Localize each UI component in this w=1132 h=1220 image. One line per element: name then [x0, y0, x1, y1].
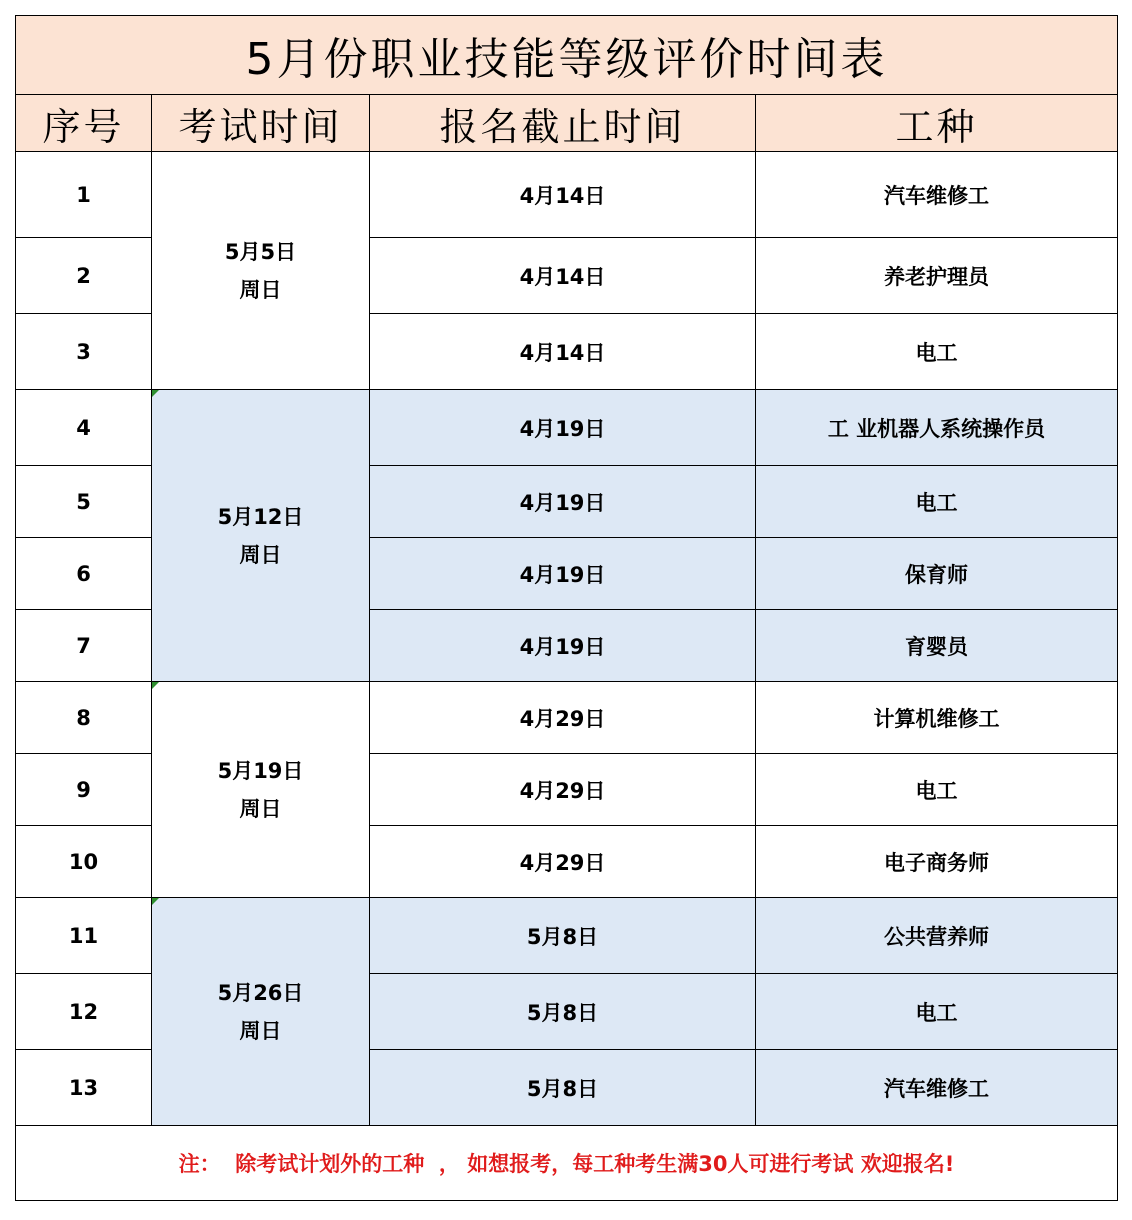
exam-date: 5月26日 [217, 980, 304, 1005]
exam-weekday: 周日 [239, 1018, 282, 1043]
row-job: 汽车维修工 [756, 152, 1118, 238]
exam-weekday: 周日 [239, 277, 282, 302]
note-row [16, 1126, 1118, 1201]
row-deadline: 4月19日 [370, 390, 756, 466]
note-text: 注： 除考试计划外的工种 ， 如想报考，每工种考生满30人可进行考试 欢迎报名! [178, 1152, 955, 1176]
exam-date: 5月5日 [224, 239, 297, 264]
table-row [16, 152, 1118, 238]
row-deadline: 4月29日 [370, 682, 756, 754]
schedule-table [15, 15, 1118, 1201]
exam-weekday: 周日 [239, 796, 282, 821]
page-title: 5月份职业技能等级评价时间表 [16, 16, 1118, 95]
table-row [16, 898, 1118, 974]
row-seq: 10 [16, 826, 152, 898]
row-deadline: 5月8日 [370, 1050, 756, 1126]
row-job: 电工 [756, 466, 1118, 538]
row-job: 汽车维修工 [756, 1050, 1118, 1126]
exam-date-group [152, 390, 370, 682]
row-deadline: 4月19日 [370, 610, 756, 682]
cell-comment-marker-icon [152, 682, 159, 689]
title-row [16, 16, 1118, 95]
cell-comment-marker-icon [152, 390, 159, 397]
row-job: 电工 [756, 314, 1118, 390]
row-deadline: 4月14日 [370, 238, 756, 314]
row-job: 计算机维修工 [756, 682, 1118, 754]
row-deadline: 4月19日 [370, 466, 756, 538]
row-job: 保育师 [756, 538, 1118, 610]
row-deadline: 4月29日 [370, 826, 756, 898]
header-exam-time: 考试时间 [152, 95, 370, 152]
table-row [16, 390, 1118, 466]
row-job: 电子商务师 [756, 826, 1118, 898]
row-seq: 8 [16, 682, 152, 754]
row-deadline: 4月14日 [370, 152, 756, 238]
footer-note [16, 1126, 1118, 1201]
row-seq: 9 [16, 754, 152, 826]
header-deadline: 报名截止时间 [370, 95, 756, 152]
header-job: 工种 [756, 95, 1118, 152]
header-seq: 序号 [16, 95, 152, 152]
exam-date-group [152, 682, 370, 898]
row-seq: 5 [16, 466, 152, 538]
row-deadline: 5月8日 [370, 898, 756, 974]
row-job: 电工 [756, 974, 1118, 1050]
row-seq: 3 [16, 314, 152, 390]
row-seq: 6 [16, 538, 152, 610]
row-deadline: 4月19日 [370, 538, 756, 610]
row-seq: 7 [16, 610, 152, 682]
row-deadline: 5月8日 [370, 974, 756, 1050]
row-seq: 1 [16, 152, 152, 238]
row-job: 公共营养师 [756, 898, 1118, 974]
row-job: 工 业机器人系统操作员 [756, 390, 1118, 466]
row-seq: 11 [16, 898, 152, 974]
row-seq: 2 [16, 238, 152, 314]
row-job: 育婴员 [756, 610, 1118, 682]
exam-weekday: 周日 [239, 542, 282, 567]
exam-date: 5月19日 [217, 758, 304, 783]
row-deadline: 4月14日 [370, 314, 756, 390]
row-job: 养老护理员 [756, 238, 1118, 314]
exam-date-group [152, 152, 370, 390]
row-seq: 13 [16, 1050, 152, 1126]
exam-date-group [152, 898, 370, 1126]
row-job: 电工 [756, 754, 1118, 826]
cell-comment-marker-icon [152, 898, 159, 905]
header-row [16, 95, 1118, 152]
exam-date: 5月12日 [217, 504, 304, 529]
row-seq: 4 [16, 390, 152, 466]
row-seq: 12 [16, 974, 152, 1050]
row-deadline: 4月29日 [370, 754, 756, 826]
table-row [16, 682, 1118, 754]
